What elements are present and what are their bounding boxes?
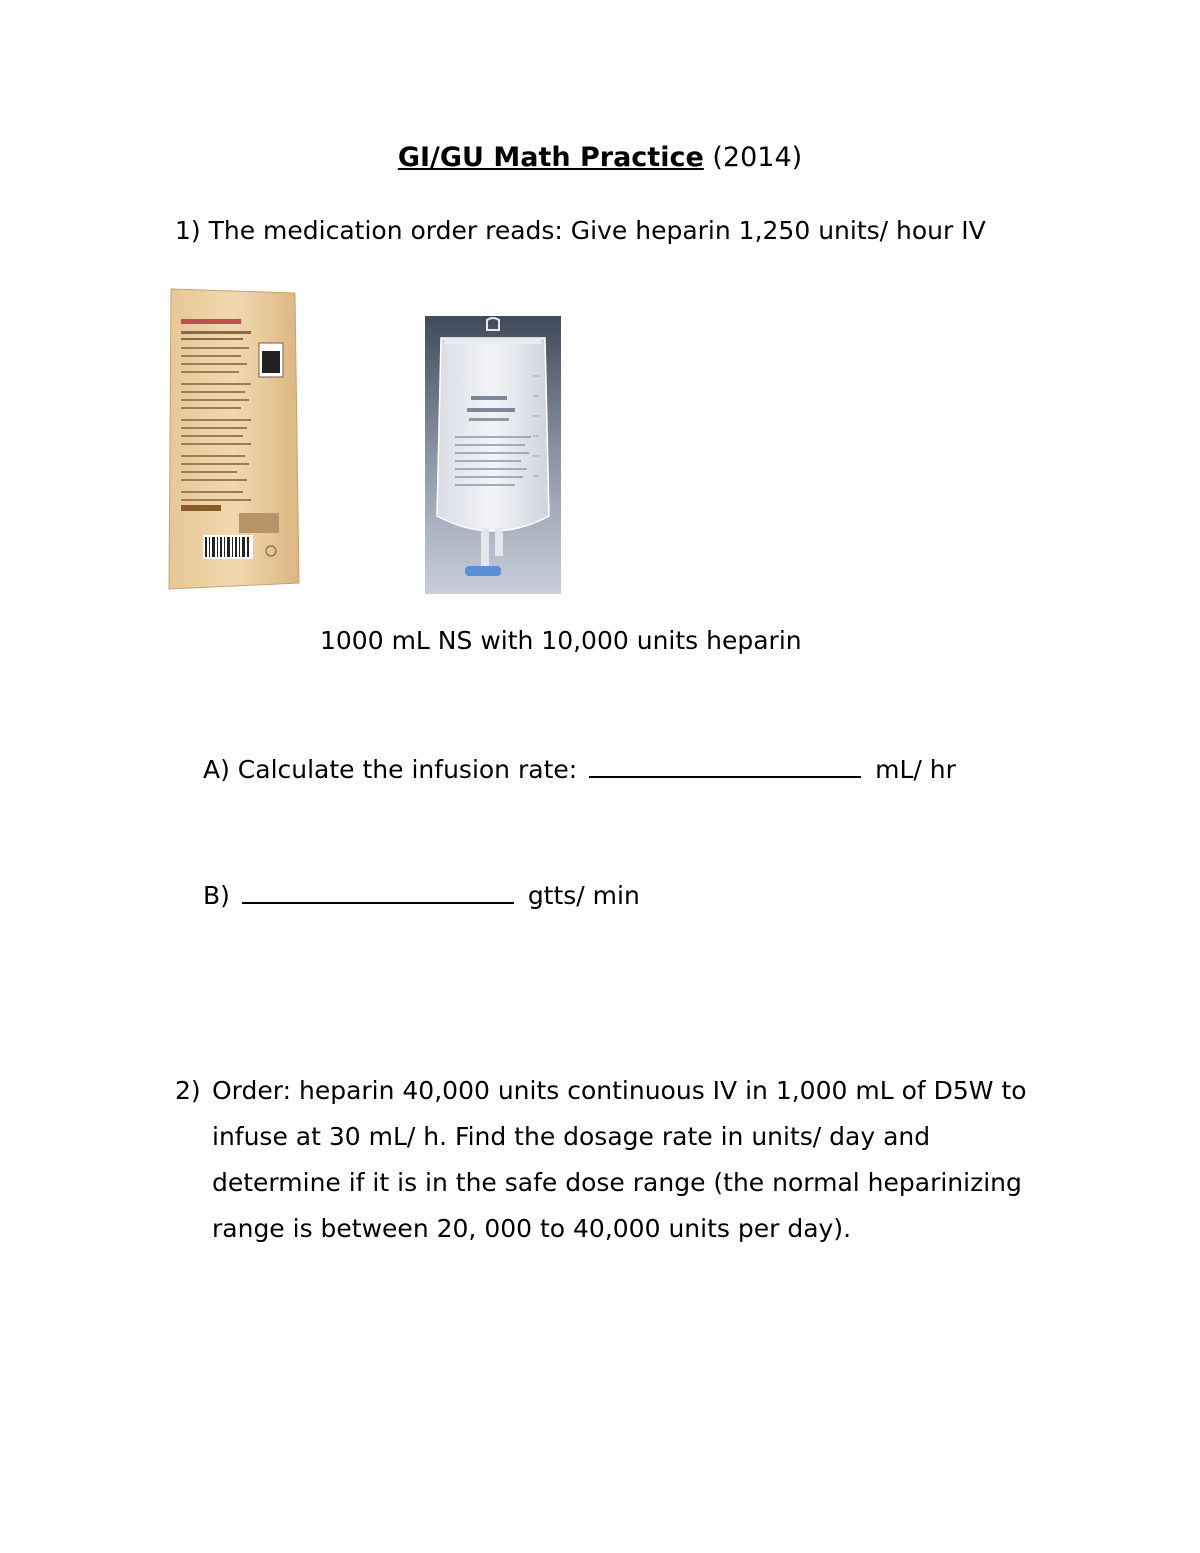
part-a-unit: mL/ hr <box>875 755 956 784</box>
title-main: GI/GU Math Practice <box>397 142 704 173</box>
part-a-prefix: A) Calculate the infusion rate: <box>203 755 578 784</box>
part-b-unit: gtts/ min <box>527 881 640 910</box>
question-2-line: Order: heparin 40,000 units continuous IV in 1,000 mL of D5W to <box>212 1076 1027 1105</box>
question-2-line: determine if it is in the safe dose range (the normal heparinizing <box>212 1168 1022 1197</box>
page-title <box>0 142 1200 173</box>
iv-tubing-package-image <box>163 283 303 593</box>
question-2-body <box>212 1068 1072 1252</box>
title-year: (2014) <box>712 142 803 173</box>
part-b-answer-blank[interactable] <box>242 880 514 904</box>
part-a-answer-blank[interactable] <box>589 754 861 778</box>
question-2-line: infuse at 30 mL/ h. Find the dosage rate in units/ day and <box>212 1122 931 1151</box>
part-b-prefix: B) <box>203 881 230 910</box>
question-1-part-b <box>203 880 640 910</box>
question-2-number: 2) <box>175 1076 201 1105</box>
bag-caption: 1000 mL NS with 10,000 units heparin <box>320 626 802 655</box>
iv-bag-image <box>425 316 561 594</box>
question-1-part-a <box>203 754 956 784</box>
question-2-line: range is between 20, 000 to 40,000 units per day). <box>212 1214 852 1243</box>
question-1-text: 1) The medication order reads: Give heparin 1,250 units/ hour IV <box>175 216 986 245</box>
